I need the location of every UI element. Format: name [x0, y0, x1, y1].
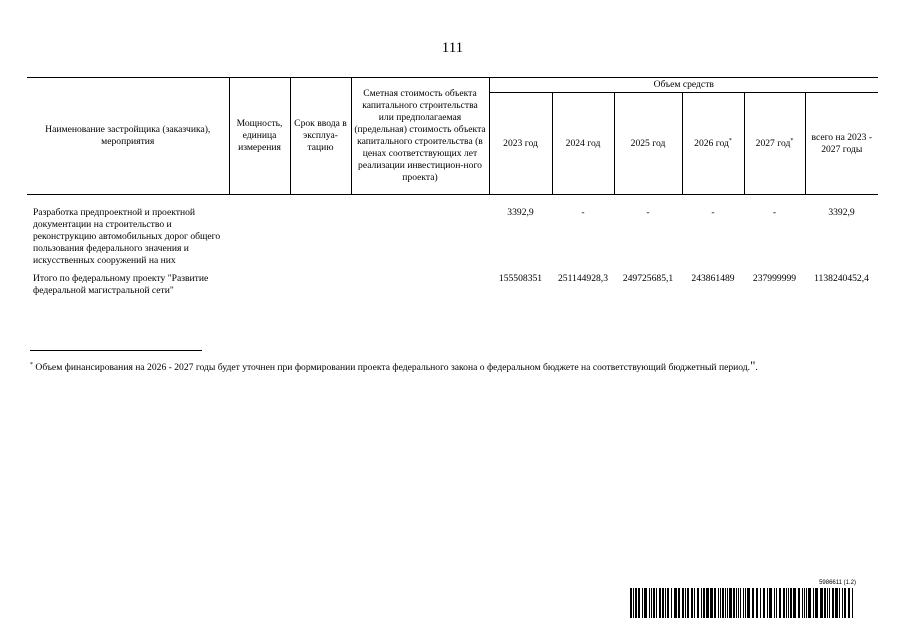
header-year-2025: 2025 год [614, 93, 682, 195]
row-value-2026: 243861489 [691, 273, 735, 284]
row-name: Итого по федеральному проекту "Развитие федеральной магистральной сети" [33, 273, 209, 296]
header-year-2026: 2026 год* [682, 93, 744, 195]
footnote-mark: * [30, 361, 33, 368]
row-value-2026: - [711, 207, 715, 218]
budget-table [27, 77, 878, 297]
header-commissioning: Срок ввода в эксплуа-тацию [290, 78, 351, 195]
row-value-total: 3392,9 [828, 207, 855, 218]
row-value-2027: - [772, 207, 777, 218]
header-total: всего на 2023 - 2027 годы [805, 93, 878, 195]
header-name: Наименование застройщика (заказчика), мероприятия [27, 78, 229, 195]
row-value-total: 1138240452,4 [814, 273, 869, 284]
header-volume-group: Объем средств [489, 78, 878, 93]
footnote: * Объем финансирования на 2026 - 2027 годы будет уточнен при формировании проекта федерального закона о федеральном бюджете на соответствующий бюджетный период.". [30, 358, 758, 373]
row-value-2024: - [581, 207, 585, 218]
table-row [27, 207, 878, 273]
row-commissioning [290, 207, 351, 273]
footnote-text: Объем финансирования на 2026 - 2027 годы будет уточнен при формировании проекта федерального закона о федеральном бюджете на соответствующий бюджетный период. [33, 362, 751, 373]
row-capacity [229, 273, 290, 297]
header-estimated-cost: Сметная стоимость объекта капитального строительства или предполагаемая (предельная) стоимость объекта капитального строительства (в ценах соответствующих лет реализации инвестицион-ного проекта) [351, 78, 489, 195]
header-year-2023: 2023 год [489, 93, 552, 195]
header-capacity: Мощность, единица измерения [229, 78, 290, 195]
row-estimated-cost [351, 207, 489, 273]
barcode-block [630, 580, 856, 618]
row-value-2023: 3392,9 [507, 207, 534, 218]
row-value-2025: 249725685,1 [622, 273, 674, 284]
row-value-2025: - [646, 207, 650, 218]
row-estimated-cost [351, 273, 489, 297]
row-name: Разработка предпроектной и проектной документации на строительство и реконструкцию автомобильных дорог общего пользования федерального значения и искусственных сооружений на них [33, 207, 221, 266]
header-year-2024: 2024 год [552, 93, 614, 195]
row-capacity [229, 207, 290, 273]
table-row [27, 273, 878, 297]
barcode-image [630, 588, 856, 618]
row-value-2027: 237999999 [752, 273, 797, 284]
row-value-2023: 155508351 [498, 273, 543, 284]
header-year-2027: 2027 год* [744, 93, 805, 195]
row-commissioning [290, 273, 351, 297]
row-value-2024: 251144928,3 [557, 273, 608, 284]
barcode-label: 5986611 (1.2) [819, 580, 856, 586]
page-number: 111 [441, 40, 464, 56]
footnote-separator [30, 350, 202, 351]
